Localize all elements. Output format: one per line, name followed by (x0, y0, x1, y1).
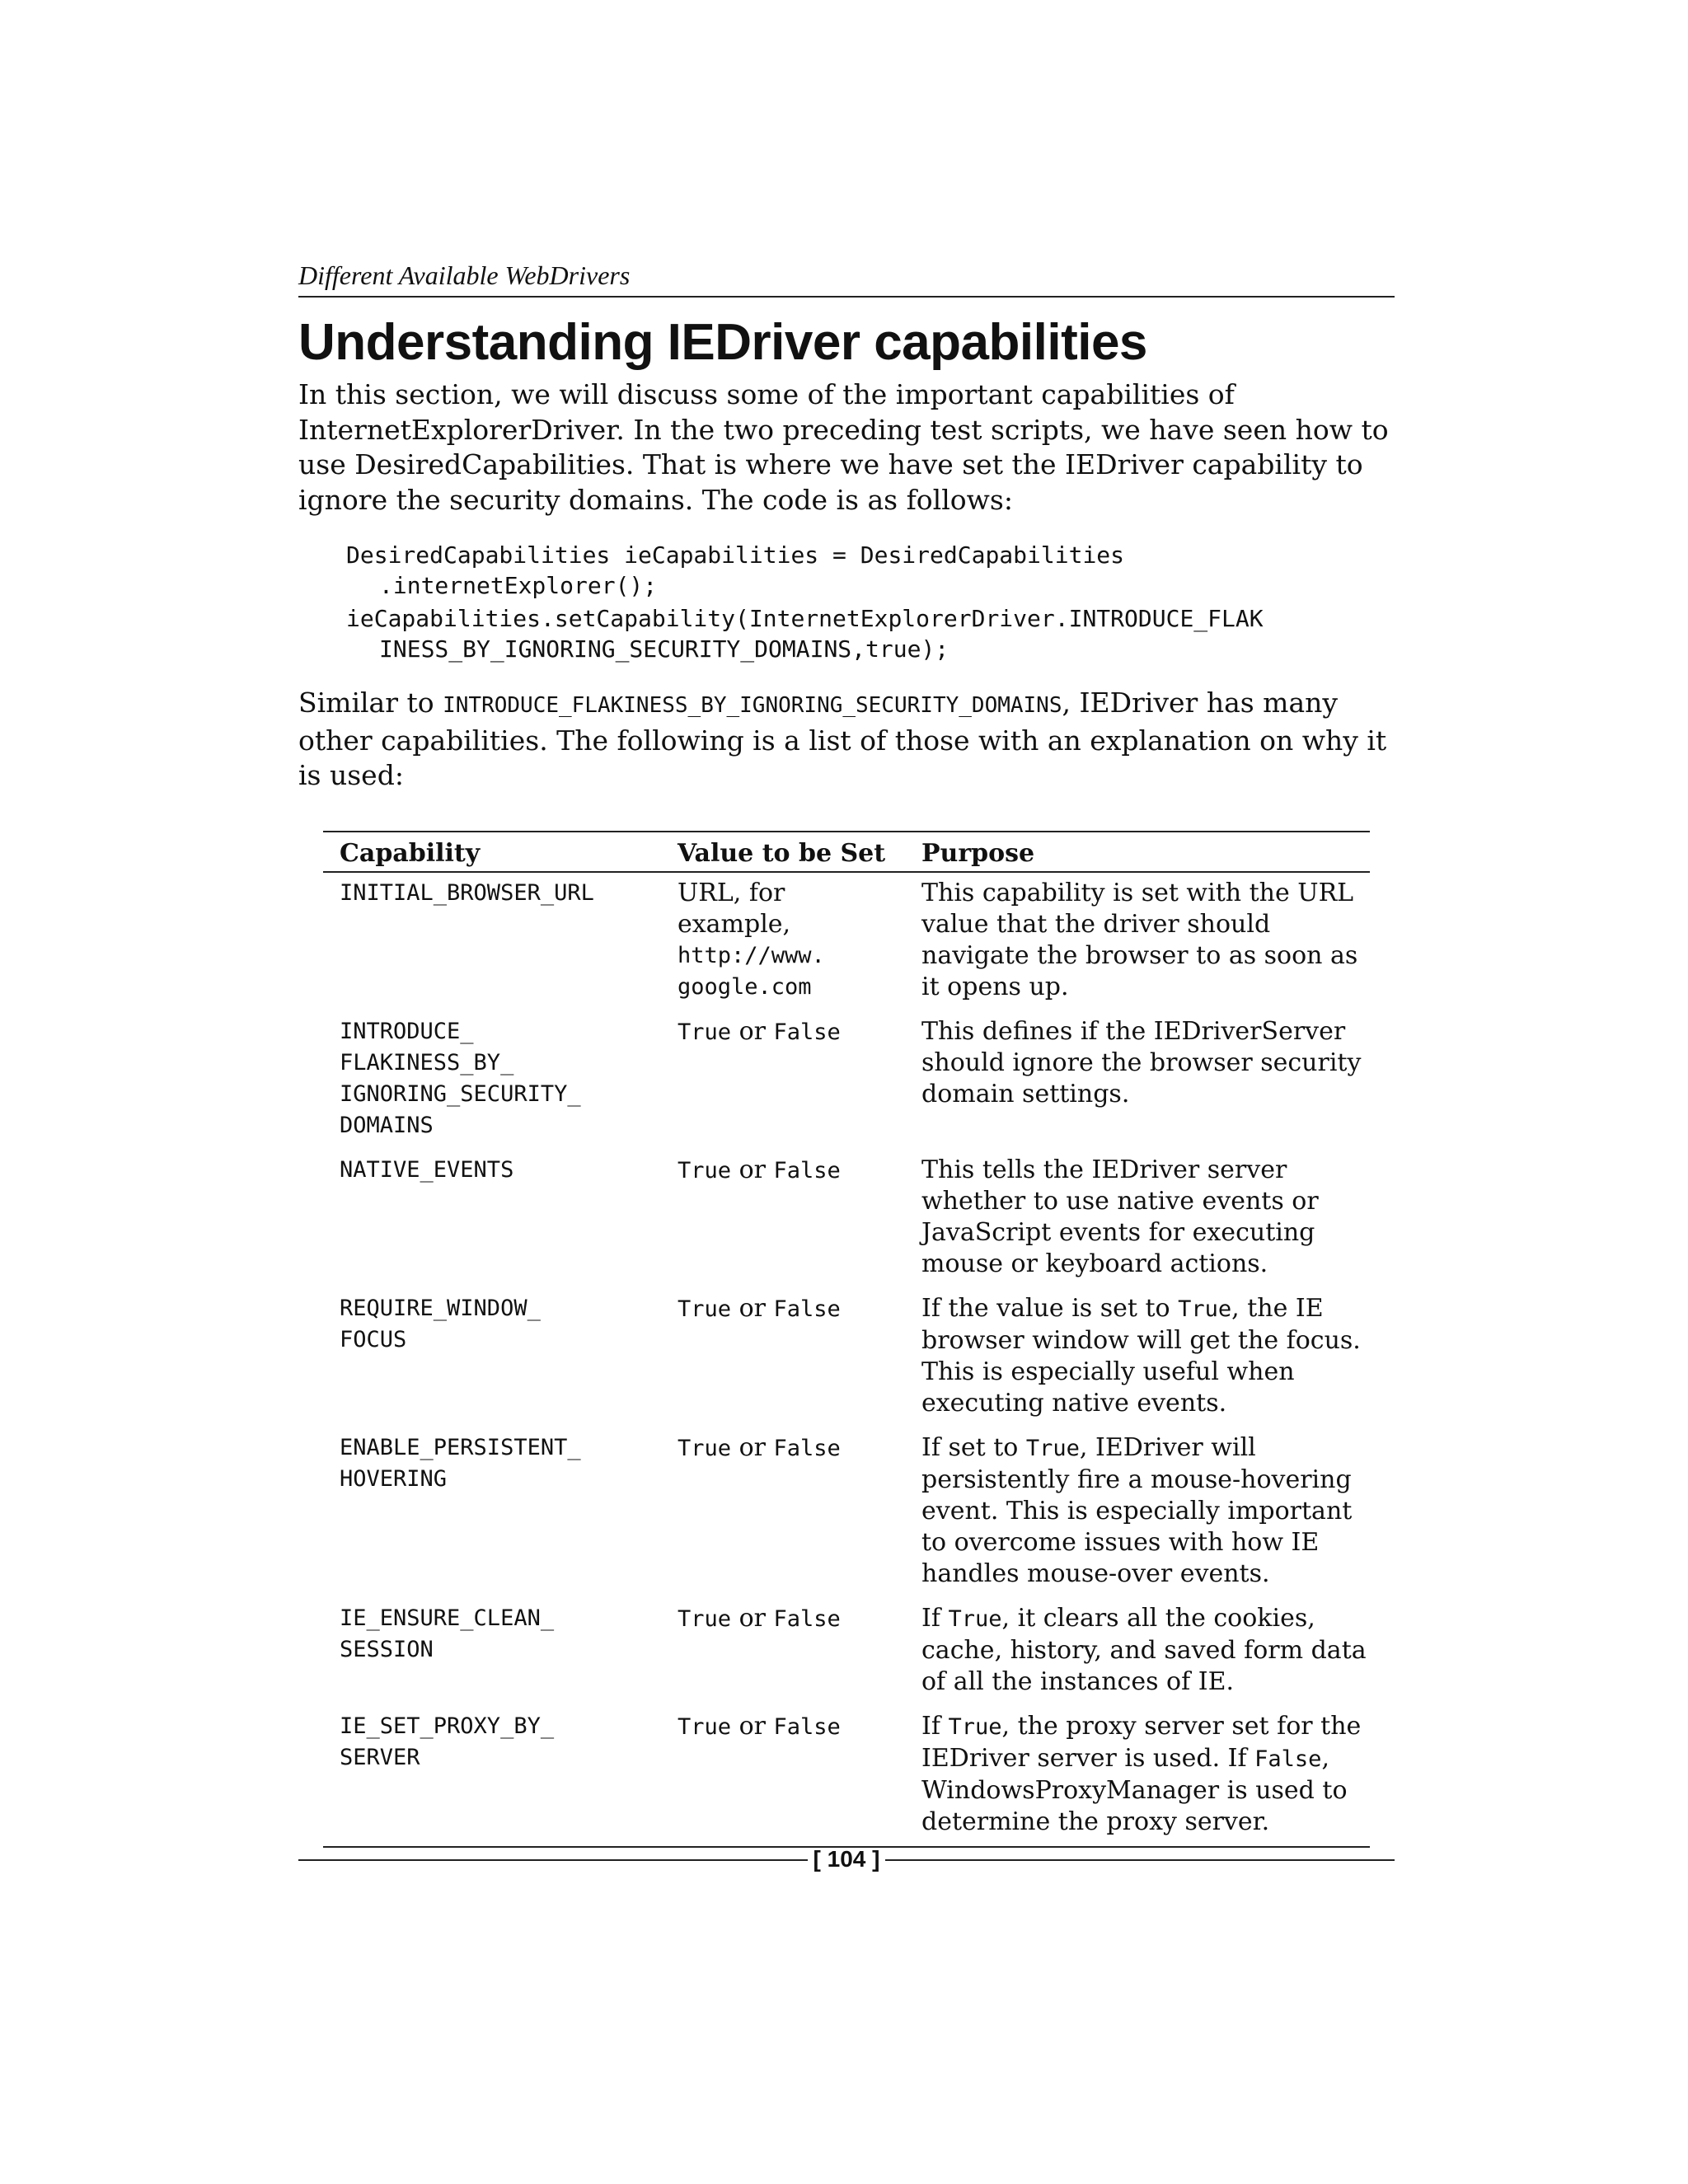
code-line: .internetExplorer(); (379, 572, 658, 599)
purpose-code: True (948, 1606, 1002, 1632)
capability-cell: REQUIRE_WINDOW_ FOCUS (340, 1296, 541, 1352)
value-false: False (773, 1019, 841, 1045)
purpose-cell (905, 1603, 1370, 1698)
capability-cell: IE_ENSURE_CLEAN_ SESSION (340, 1605, 555, 1662)
column-header-value: Value to be Set (678, 839, 886, 868)
purpose-text: , WindowsProxyManager is used to determine the proxy server. (921, 1744, 1348, 1836)
value-true: True (678, 1296, 732, 1322)
page-number: [ 104 ] (813, 1846, 880, 1872)
purpose-code: False (1254, 1746, 1322, 1772)
purpose-code: True (1178, 1296, 1232, 1322)
page-footer (298, 1843, 1395, 1876)
capability-cell: NATIVE_EVENTS (340, 1157, 514, 1183)
purpose-cell: This capability is set with the URL value that the driver should navigate the browser to as soon as it opens up. (921, 879, 1358, 1001)
capability-cell: INITIAL_BROWSER_URL (340, 880, 594, 906)
section-heading: Understanding IEDriver capabilities (298, 314, 1147, 371)
table-row (323, 873, 1370, 1011)
purpose-text: , IEDriver will persistently fire a mouse-hovering event. This is especially important to overcome issues with how IE handles mouse-over events. (921, 1433, 1353, 1588)
code-line: INESS_BY_IGNORING_SECURITY_DOMAINS,true); (379, 635, 950, 663)
purpose-code: True (1025, 1436, 1080, 1461)
code-line: ieCapabilities.setCapability(InternetExplorerDriver.INTRODUCE_FLAK (346, 605, 1264, 632)
value-cell (661, 1016, 905, 1141)
value-cell (661, 1432, 905, 1590)
table-row (323, 1706, 1370, 1846)
value-false: False (773, 1436, 841, 1461)
value-or: or (731, 1604, 774, 1633)
value-false: False (773, 1296, 841, 1322)
value-true: True (678, 1606, 732, 1632)
purpose-text: If set to (921, 1433, 1026, 1462)
value-true: True (678, 1714, 732, 1740)
second-paragraph-after: , IEDriver has many other capabilities. The following is a list of those with an explanation on why it is used: (298, 687, 1387, 791)
purpose-code: True (948, 1714, 1002, 1740)
value-prefix: URL, for example, (678, 879, 791, 939)
intro-paragraph: In this section, we will discuss some of the important capabilities of InternetExplorerDriver. In the two preceding test scripts, we have seen how to use DesiredCapabilities. That is where we have set the IEDriver capability to ignore the security domains. The code is as follows: (298, 378, 1389, 516)
code-line: DesiredCapabilities ieCapabilities = DesiredCapabilities (346, 541, 1125, 569)
table-row (323, 1150, 1370, 1288)
table-row (323, 1427, 1370, 1598)
purpose-cell (905, 1432, 1370, 1590)
running-head: Different Available WebDrivers (298, 260, 1395, 298)
value-or: or (731, 1017, 774, 1046)
column-header-capability: Capability (340, 839, 481, 868)
value-cell (661, 1603, 905, 1698)
value-code: http://www. google.com (678, 943, 825, 1000)
value-false: False (773, 1714, 841, 1740)
purpose-cell: This defines if the IEDriverServer should ignore the browser security domain settings. (921, 1017, 1362, 1108)
purpose-text: If (921, 1604, 949, 1633)
purpose-text: , the proxy server set for the IEDriver server is used. If (921, 1712, 1362, 1773)
purpose-text: , it clears all the cookies, cache, history, and saved form data of all the instances of IE. (921, 1604, 1367, 1696)
value-false: False (773, 1158, 841, 1183)
table-row (323, 1288, 1370, 1427)
value-cell (661, 1155, 905, 1280)
purpose-text: If (921, 1712, 949, 1741)
footer-rule-left (298, 1859, 808, 1861)
value-or: or (731, 1294, 774, 1323)
value-cell (661, 1293, 905, 1419)
value-true: True (678, 1158, 732, 1183)
capability-cell: INTRODUCE_ FLAKINESS_BY_ IGNORING_SECURITY_ DOMAINS (340, 1019, 581, 1138)
table-header-row (323, 832, 1370, 873)
value-or: or (731, 1433, 774, 1462)
value-or: or (731, 1155, 774, 1184)
purpose-text: , the IE browser window will get the focus. This is especially useful when executing native events. (921, 1294, 1361, 1418)
table-row (323, 1011, 1370, 1150)
value-true: True (678, 1436, 732, 1461)
inline-code-constant: INTRODUCE_FLAKINESS_BY_IGNORING_SECURITY_DOMAINS (443, 693, 1062, 718)
second-paragraph-before: Similar to (298, 687, 443, 719)
value-false: False (773, 1606, 841, 1632)
value-cell (661, 1711, 905, 1838)
code-block (346, 540, 1264, 664)
value-or: or (731, 1712, 774, 1741)
column-header-purpose: Purpose (921, 839, 1035, 868)
purpose-cell (905, 1711, 1370, 1838)
value-cell (661, 878, 905, 1003)
purpose-cell: This tells the IEDriver server whether to use native events or JavaScript events for executing mouse or keyboard actions. (921, 1155, 1319, 1278)
table-row (323, 1598, 1370, 1706)
purpose-text: If the value is set to (921, 1294, 1179, 1323)
footer-rule-right (885, 1859, 1395, 1861)
purpose-cell (905, 1293, 1370, 1419)
second-paragraph (298, 686, 1395, 794)
capabilities-table (323, 831, 1370, 1848)
capability-cell: IE_SET_PROXY_BY_ SERVER (340, 1713, 555, 1770)
capability-cell: ENABLE_PERSISTENT_ HOVERING (340, 1435, 581, 1492)
value-true: True (678, 1019, 732, 1045)
